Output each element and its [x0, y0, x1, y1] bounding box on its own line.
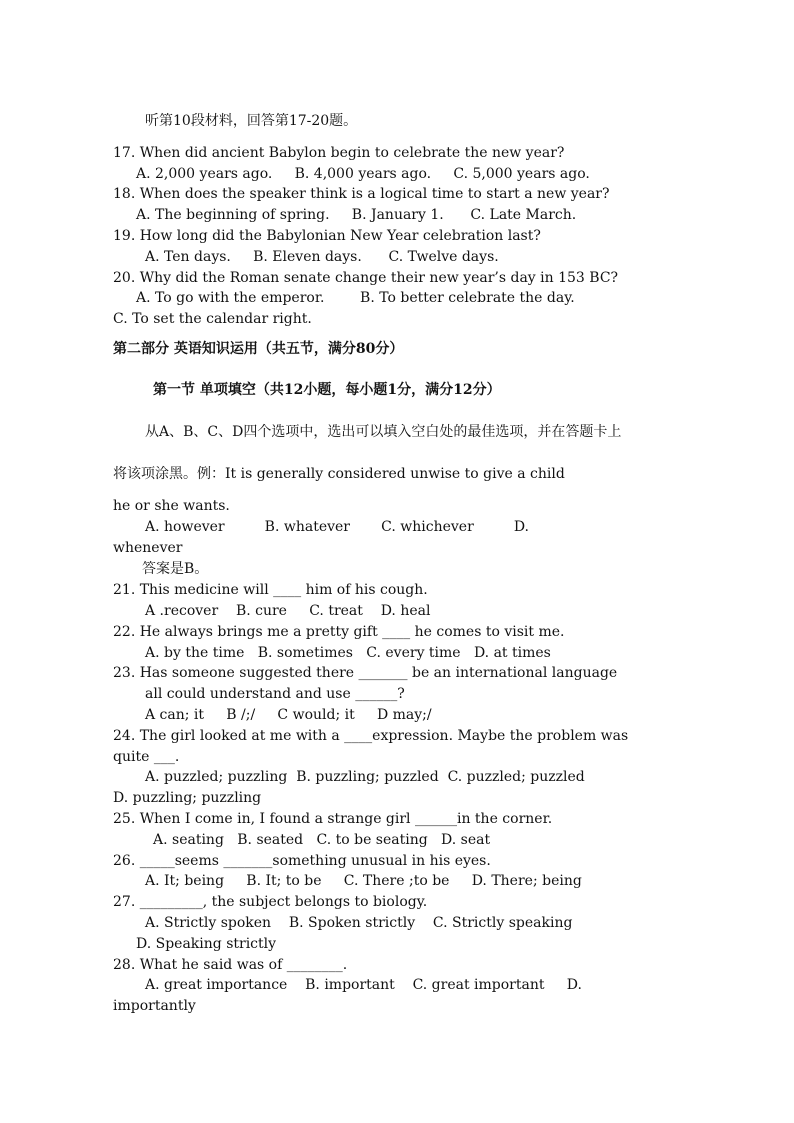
question-27: 27. _________, the subject belongs to biology.: [113, 894, 428, 910]
question-17-options: A. 2,000 years ago. B. 4,000 years ago. C. 5,000 years ago.: [136, 166, 590, 182]
question-18-options: A. The beginning of spring. B. January 1. C. Late March.: [136, 207, 577, 223]
question-24-continuation: quite ___.: [113, 749, 180, 765]
part-2-heading: 第二部分 英语知识运用（共五节，满分80分）: [113, 341, 404, 357]
question-27-options-line-2: D. Speaking strictly: [136, 936, 277, 952]
question-26: 26. _____seems _______something unusual in his eyes.: [113, 853, 491, 869]
question-24-options-line-2: D. puzzling; puzzling: [113, 790, 262, 806]
question-20: 20. Why did the Roman senate change their new year’s day in 153 BC?: [113, 270, 619, 286]
question-22: 22. He always brings me a pretty gift ____ he comes to visit me.: [113, 624, 565, 640]
question-26-options: A. It; being B. It; to be C. There ;to be D. There; being: [145, 873, 582, 889]
directions-line-2: 将该项涂黑。例：It is generally considered unwise to give a child: [113, 466, 565, 482]
question-22-options: A. by the time B. sometimes C. every time D. at times: [145, 645, 551, 661]
question-24: 24. The girl looked at me with a ____expression. Maybe the problem was: [113, 728, 629, 744]
question-27-options-line-1: A. Strictly spoken B. Spoken strictly C. Strictly speaking: [145, 915, 573, 931]
listening-instruction: 听第10段材料，回答第17-20题。: [145, 113, 358, 129]
directions-line-1: 从A、B、C、D四个选项中，选出可以填入空白处的最佳选项，并在答题卡上: [145, 424, 622, 440]
question-18: 18. When does the speaker think is a logical time to start a new year?: [113, 186, 610, 202]
example-answer: 答案是B。: [142, 561, 209, 577]
question-19-options: A. Ten days. B. Eleven days. C. Twelve days.: [145, 249, 499, 265]
question-20-options-line-1: A. To go with the emperor. B. To better celebrate the day.: [136, 290, 575, 306]
question-21: 21. This medicine will ____ him of his cough.: [113, 582, 428, 598]
example-continuation: he or she wants.: [113, 498, 230, 514]
example-options: A. however B. whatever C. whichever D.: [145, 519, 529, 535]
question-25-options: A. seating B. seated C. to be seating D. seat: [153, 832, 491, 848]
question-24-options-line-1: A. puzzled; puzzling B. puzzling; puzzled C. puzzled; puzzled: [145, 769, 585, 785]
question-19: 19. How long did the Babylonian New Year celebration last?: [113, 228, 541, 244]
example-options-continuation: whenever: [113, 540, 183, 556]
question-23: 23. Has someone suggested there _______ be an international language: [113, 665, 618, 681]
question-21-options: A .recover B. cure C. treat D. heal: [145, 603, 431, 619]
question-25: 25. When I come in, I found a strange girl ______in the corner.: [113, 811, 553, 827]
question-28-options-line-1: A. great importance B. important C. great important D.: [145, 977, 582, 993]
question-23-continuation: all could understand and use ______?: [145, 686, 405, 702]
question-20-options-line-2: C. To set the calendar right.: [113, 311, 312, 327]
question-28: 28. What he said was of ________.: [113, 957, 348, 973]
question-17: 17. When did ancient Babylon begin to celebrate the new year?: [113, 145, 565, 161]
question-28-options-line-2: importantly: [113, 998, 196, 1014]
question-23-options: A can; it B /;/ C would; it D may;/: [145, 707, 432, 723]
section-1-heading: 第一节 单项填空（共12小题，每小题1分，满分12分）: [153, 382, 501, 398]
